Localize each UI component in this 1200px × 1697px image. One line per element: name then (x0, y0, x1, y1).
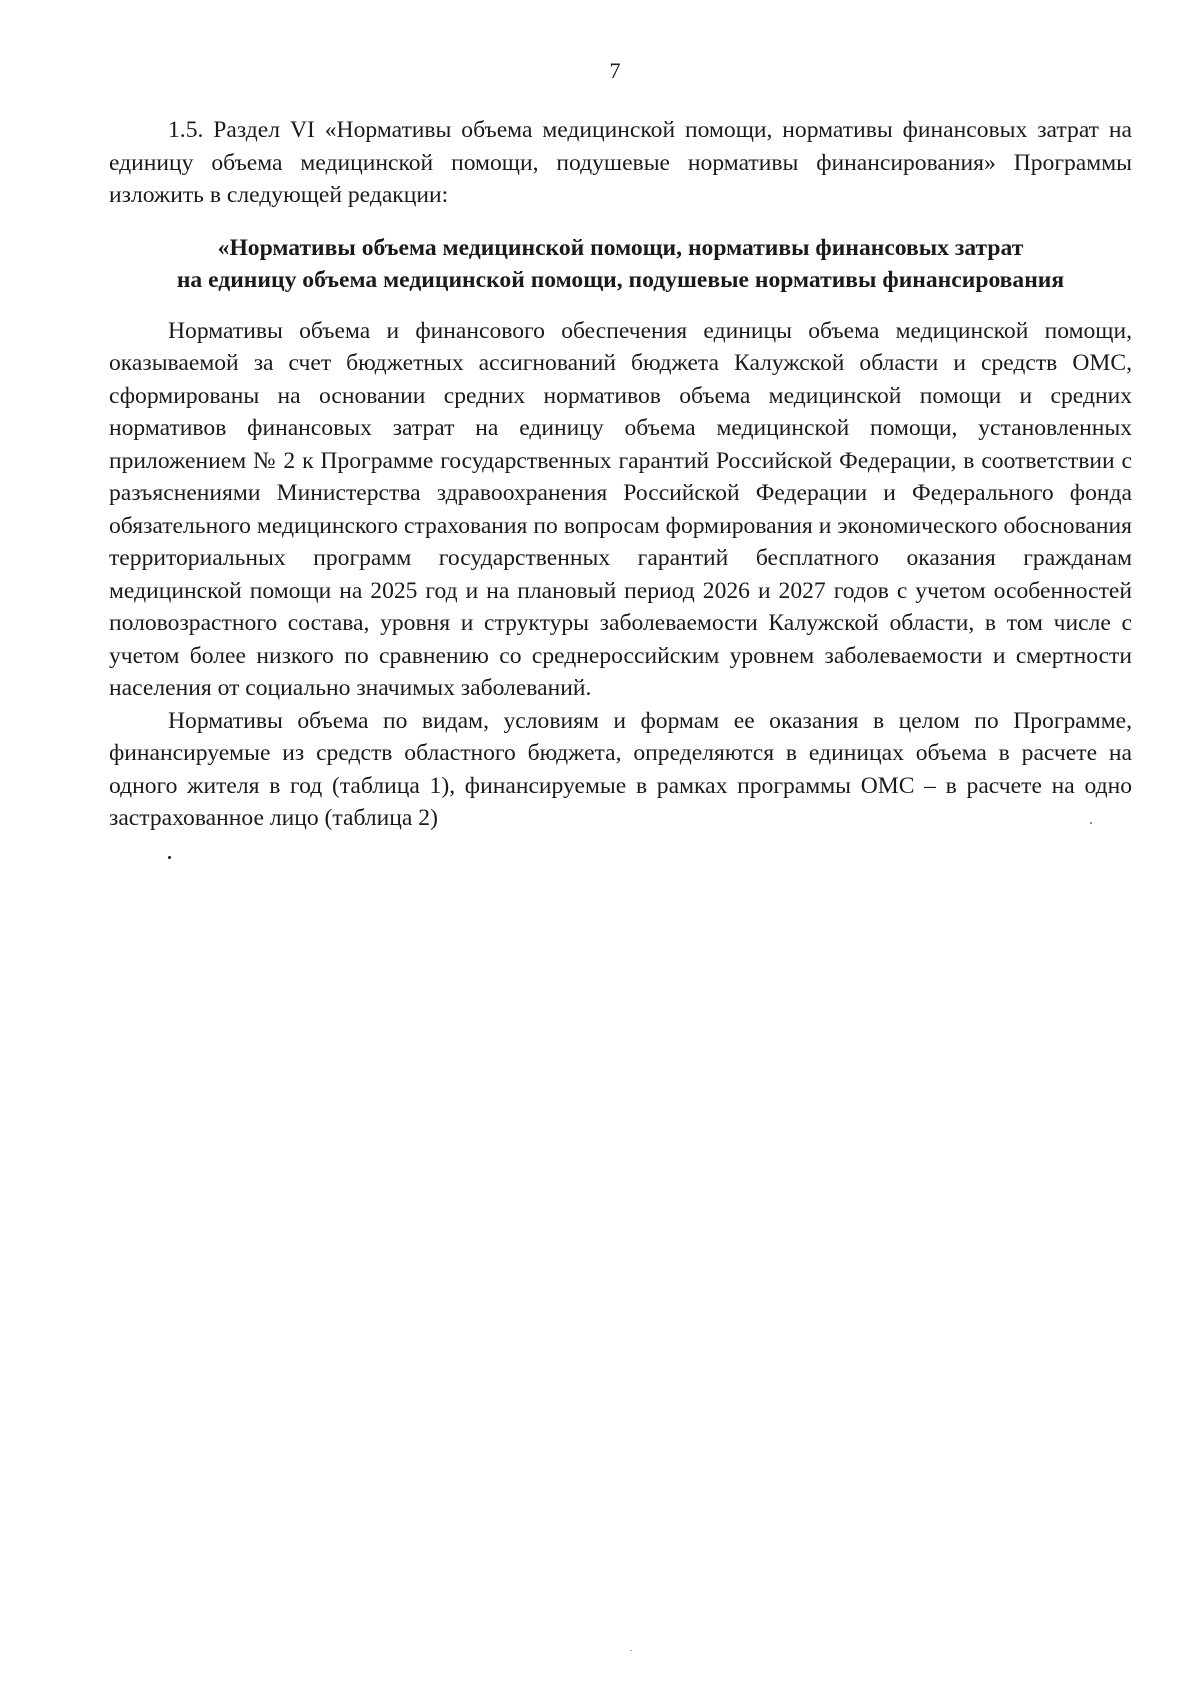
body-paragraph-1: Нормативы объема и финансового обеспечения единицы объема медицинской помощи, оказываемой за счет бюджетных ассигнований бюджета Калужской области и средств ОМС, сформированы на основании средних нормативов объема медицинской помощи и средних нормативов финансовых затрат на единицу объема медицинской помощи, установленных приложением № 2 к Программе государственных гарантий Российской Федерации, в соответствии с разъяснениями Министерства здравоохранения Российской Федерации и Федерального фонда обязательного медицинского страхования по вопросам формирования и экономического обоснования территориальных программ государственных гарантий бесплатного оказания гражданам медицинской помощи на 2025 год и на плановый период 2026 и 2027 годов с учетом особенностей половозрастного состава, уровня и структуры заболеваемости Калужской области, в том числе с учетом более низкого по сравнению со среднероссийским уровнем заболеваемости и смертности населения от социально значимых заболеваний. (109, 317, 1132, 701)
scan-speck (168, 856, 171, 859)
document-content (109, 114, 1132, 835)
scan-speck (630, 1650, 632, 1651)
page-number: 7 (609, 58, 621, 83)
section-heading (109, 232, 1132, 297)
intro-paragraph: 1.5. Раздел VI «Нормативы объема медицинской помощи, нормативы финансовых затрат на единицу объема медицинской помощи, подушевые нормативы финансирования» Программы изложить в следующей редакции: (109, 117, 1132, 208)
body-paragraph-2: Нормативы объема по видам, условиям и формам ее оказания в целом по Программе, финансируемые из средств областного бюджета, определяются в единицах объема в расчете на одного жителя в год (таблица 1), финансируемые в рамках программы ОМС – в расчете на одно застрахованное лицо (таблица 2) (109, 707, 1132, 831)
section-heading-line-1: «Нормативы объема медицинской помощи, нормативы финансовых затрат (217, 234, 1024, 261)
scan-speck (1090, 822, 1092, 824)
section-heading-line-2: на единицу объема медицинской помощи, подушевые нормативы финансирования (176, 267, 1065, 293)
